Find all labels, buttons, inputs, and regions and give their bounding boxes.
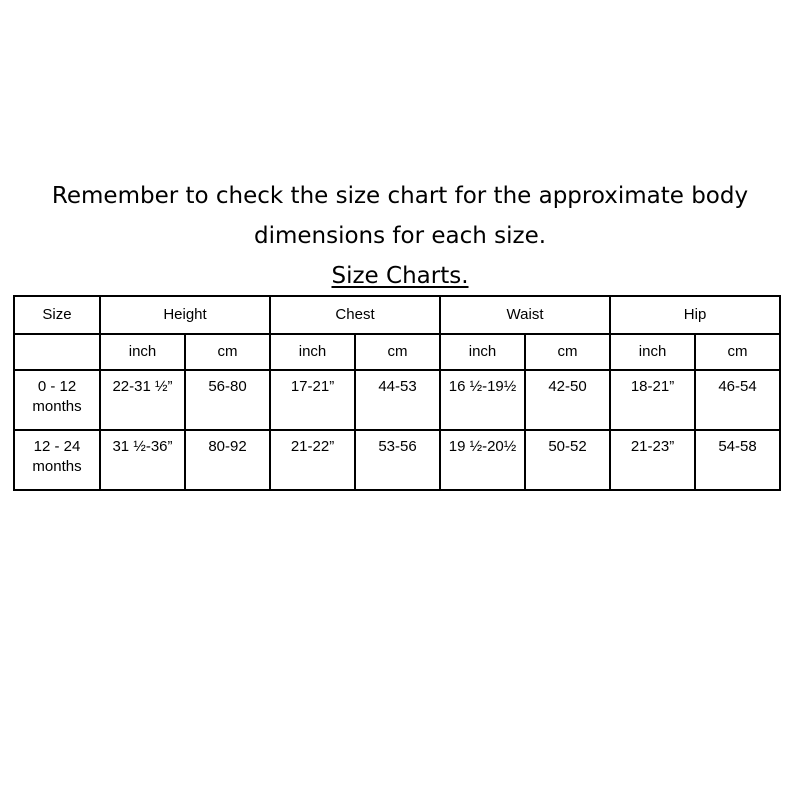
unit-header: cm: [695, 334, 780, 370]
table-cell: 46-54: [695, 370, 780, 430]
table-cell: 17-21”: [270, 370, 355, 430]
table-cell: 22-31 ½”: [100, 370, 185, 430]
unit-header: inch: [610, 334, 695, 370]
unit-header: cm: [525, 334, 610, 370]
table-cell: 53-56: [355, 430, 440, 490]
table-row: [14, 370, 780, 430]
height-header: Height: [100, 296, 270, 334]
size-unit: months: [32, 458, 82, 475]
table-cell: 18-21”: [610, 370, 695, 430]
unit-blank-cell: [14, 334, 100, 370]
size-unit: months: [32, 398, 82, 415]
size-cell: [14, 430, 100, 490]
table-cell: 54-58: [695, 430, 780, 490]
unit-header: inch: [100, 334, 185, 370]
intro-line-2: dimensions for each size.: [253, 223, 547, 249]
table-cell: 21-23”: [610, 430, 695, 490]
size-range: 0 - 12: [37, 378, 77, 395]
table-cell: 21-22”: [270, 430, 355, 490]
size-range: 12 - 24: [33, 438, 81, 455]
size-header: Size: [14, 296, 100, 334]
table-cell: 80-92: [185, 430, 270, 490]
table-cell: 31 ½-36”: [100, 430, 185, 490]
chest-header: Chest: [270, 296, 440, 334]
hip-header: Hip: [610, 296, 780, 334]
table-cell: 42-50: [525, 370, 610, 430]
intro-text: [0, 176, 800, 296]
unit-header: inch: [270, 334, 355, 370]
table-cell: 19 ½-20½: [440, 430, 525, 490]
size-cell: [14, 370, 100, 430]
table-cell: 56-80: [185, 370, 270, 430]
table-cell: 50-52: [525, 430, 610, 490]
size-chart-title: Size Charts.: [331, 263, 469, 289]
table-unit-row: [14, 334, 780, 370]
table-row: [14, 430, 780, 490]
unit-header: inch: [440, 334, 525, 370]
intro-line-1: Remember to check the size chart for the approximate body: [51, 183, 749, 209]
size-chart-table: [13, 295, 781, 491]
unit-header: cm: [185, 334, 270, 370]
unit-header: cm: [355, 334, 440, 370]
table-cell: 16 ½-19½: [440, 370, 525, 430]
table-header-row: [14, 296, 780, 334]
waist-header: Waist: [440, 296, 610, 334]
table-cell: 44-53: [355, 370, 440, 430]
